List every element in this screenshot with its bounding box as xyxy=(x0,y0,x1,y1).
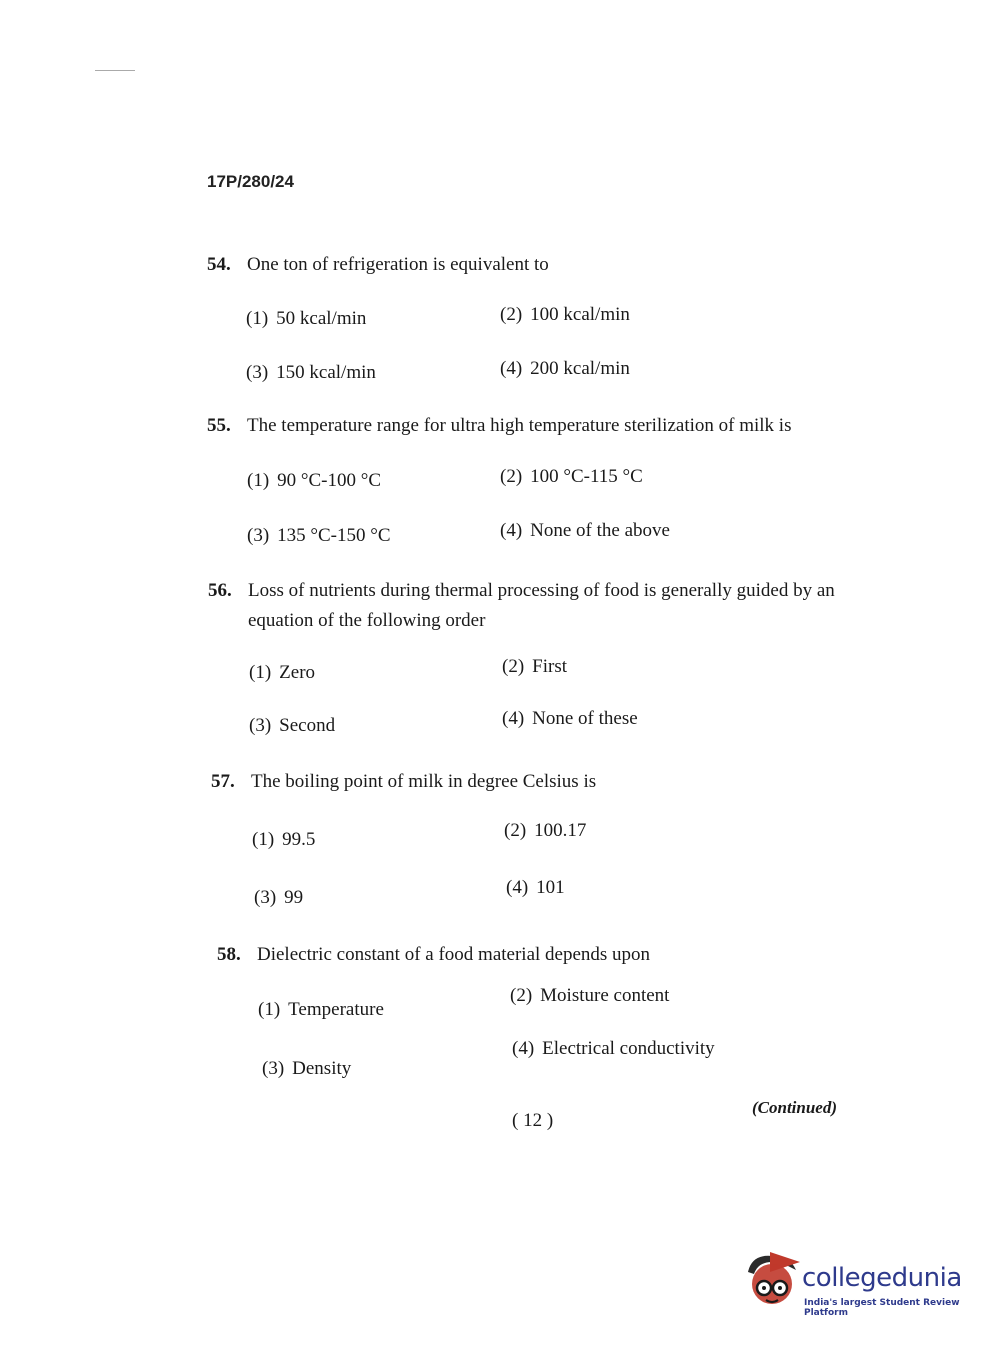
question-number: 54. xyxy=(207,254,231,275)
question-54 xyxy=(207,250,549,280)
question-number: 57. xyxy=(211,771,235,792)
option-54-3: (3) 150 kcal/min xyxy=(246,362,376,383)
margin-mark xyxy=(95,70,135,71)
option-55-1: (1) 90 °C-100 °C xyxy=(247,470,382,491)
option-57-1: (1) 99.5 xyxy=(252,829,316,850)
paper-code: 17P/280/24 xyxy=(207,172,294,191)
option-55-2: (2) 100 °C-115 °C xyxy=(500,466,643,487)
collegedunia-logo xyxy=(742,1248,972,1318)
option-57-4: (4) 101 xyxy=(506,877,565,898)
option-57-2: (2) 100.17 xyxy=(504,820,587,841)
question-text: Loss of nutrients during thermal processing of food is generally guided by an equation of the following order xyxy=(248,580,835,631)
question-58 xyxy=(217,940,650,970)
option-56-4: (4) None of these xyxy=(502,708,638,729)
option-58-3: (3) Density xyxy=(262,1058,352,1079)
option-54-4: (4) 200 kcal/min xyxy=(500,358,630,379)
question-text: Dielectric constant of a food material depends upon xyxy=(257,944,651,965)
question-55 xyxy=(207,411,791,441)
question-text: One ton of refrigeration is equivalent to xyxy=(247,254,549,275)
question-number: 56. xyxy=(208,580,232,601)
option-54-1: (1) 50 kcal/min xyxy=(246,308,367,329)
option-57-3: (3) 99 xyxy=(254,887,304,908)
mascot-icon xyxy=(742,1250,802,1312)
option-56-1: (1) Zero xyxy=(249,662,316,683)
option-56-2: (2) First xyxy=(502,656,568,677)
option-58-2: (2) Moisture content xyxy=(510,985,670,1006)
option-55-3: (3) 135 °C-150 °C xyxy=(247,525,391,546)
logo-tagline: India's largest Student Review Platform xyxy=(804,1298,960,1318)
question-56 xyxy=(208,576,835,636)
page-number: ( 12 ) xyxy=(512,1110,554,1131)
option-55-4: (4) None of the above xyxy=(500,520,670,541)
option-58-1: (1) Temperature xyxy=(258,999,384,1020)
option-56-3: (3) Second xyxy=(249,715,336,736)
option-54-2: (2) 100 kcal/min xyxy=(500,304,630,325)
question-number: 58. xyxy=(217,944,241,965)
question-text: The temperature range for ultra high temperature sterilization of milk is xyxy=(247,415,792,436)
continued-note: (Continued) xyxy=(752,1098,838,1117)
question-57 xyxy=(211,767,596,797)
option-58-4: (4) Electrical conductivity xyxy=(512,1038,715,1059)
logo-brand-text: collegedunia xyxy=(802,1263,962,1293)
question-number: 55. xyxy=(207,415,231,436)
question-text: The boiling point of milk in degree Celsius is xyxy=(251,771,597,792)
